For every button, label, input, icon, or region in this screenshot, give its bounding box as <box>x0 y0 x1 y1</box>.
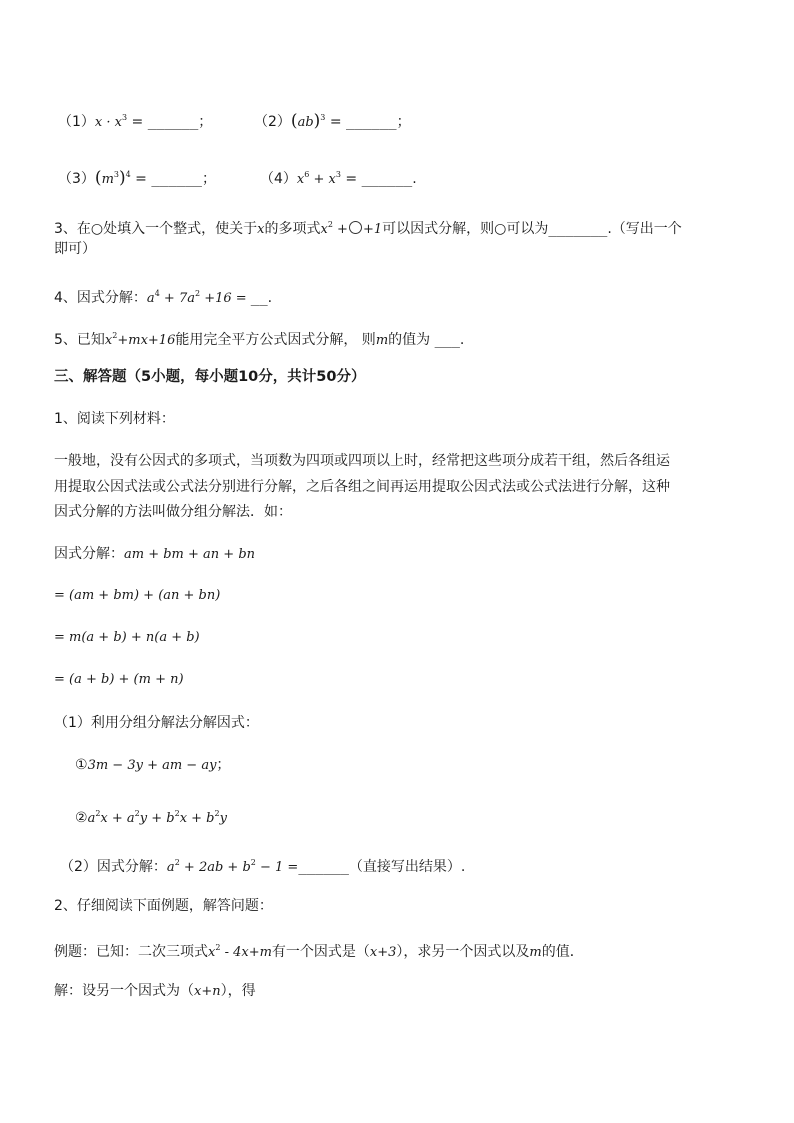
example-statement: 例题：已知：二次三项式$x^2 - 4x+m$有一个因式是（x+3），求另一个因式以及m的值． <box>54 943 584 960</box>
fill-item-4: $(4)x^6 + x^3$ = ______. <box>260 170 417 187</box>
example-step-2: = m(a + b) + n(a + b) <box>54 630 200 645</box>
math-expr: (ab)$^3$ <box>290 111 326 131</box>
subquestion-1-item-2: $②a^2x + a^2y + b^2x + b^2y$ <box>75 809 227 826</box>
solution-start: 解：设另一个因式为（x+n），得 <box>54 983 256 999</box>
math-expr: $x^6 + x^3$ <box>296 170 341 187</box>
subquestion-2: （2）因式分解：$a^2 + 2ab + b^2 - 1$ =______（直接写出结果）. <box>60 858 466 875</box>
math-expr: $(m^3)^4$ <box>94 168 131 188</box>
subquestion-1: （1）利用分组分解法分解因式： <box>54 715 259 731</box>
answer-blank[interactable]: ___ <box>434 332 460 348</box>
fill-item-1: $(1)x \cdot x^3$ = ______； <box>58 113 213 130</box>
problem-5: 5、已知$x^2+mx+16$能用完全平方公式因式分解， 则m的值为 ___. <box>54 331 465 348</box>
question-2-title: 2、仔细阅读下面例题，解答问题： <box>54 898 273 914</box>
math-expr: $x^2 + +1$ <box>320 220 383 237</box>
example-step-1: = (am + bm) + (an + bn) <box>54 588 221 603</box>
answer-blank[interactable]: ______ <box>147 114 199 130</box>
math-expr: $x^2 - 4x+m$ <box>208 943 272 960</box>
fill-item-2: （2）(ab)$^3$ = ______； <box>254 111 411 131</box>
math-expr: $a^4 + 7a^2 +16$ = <box>146 289 251 306</box>
answer-blank[interactable]: ______ <box>361 171 413 187</box>
problem-3-line-2: 即可） <box>54 241 96 257</box>
example-step-3: = (a + b) + (m + n) <box>54 672 184 687</box>
fill-item-3: $(3)(m^3)^4$ = ______； <box>58 168 216 188</box>
math-expr: $x \cdot x^3$ <box>94 113 128 130</box>
problem-4: 4、因式分解：$a^4 + 7a^2 +16$ = __. <box>54 289 273 306</box>
example-factor: 因式分解：am + bm + an + bn <box>54 546 256 562</box>
paragraph-line: 一般地，没有公因式的多项式，当项数为四项或四项以上时，经常把这些项分成若干组，然后各组运 <box>54 453 670 469</box>
math-expr: $a^2 + 2ab + b^2 - 1$ = <box>166 858 299 875</box>
paragraph-line: 用提取公因式法或公式法分别进行分解，之后各组之间再运用提取公因式法或公式法进行分解，这种 <box>54 479 670 495</box>
paragraph-line: 因式分解的方法叫做分组分解法．如： <box>54 504 292 520</box>
answer-blank[interactable]: ______ <box>298 859 349 875</box>
section-heading: 三、解答题（5小题，每小题10分，共计50分） <box>54 369 366 385</box>
question-1-title: 1、阅读下列材料： <box>54 411 175 427</box>
circle-placeholder-icon <box>349 221 362 234</box>
answer-blank[interactable]: ______ <box>151 171 202 187</box>
math-expr: $x^2+mx+16$ <box>104 331 176 348</box>
answer-blank[interactable]: ______ <box>346 114 397 130</box>
math-expr: $a^2x + a^2y + b^2x + b^2y$ <box>87 809 227 826</box>
answer-blank[interactable]: __ <box>250 290 268 306</box>
answer-blank[interactable]: _______ <box>548 221 608 237</box>
problem-3-line-1: 3、在○处填入一个整式，使关于x的多项式$x^2 + +1$可以因式分解，则○可以为_______.（写出一个 <box>54 220 682 237</box>
subquestion-1-item-1: ①3m − 3y + am − ay； <box>75 757 231 773</box>
